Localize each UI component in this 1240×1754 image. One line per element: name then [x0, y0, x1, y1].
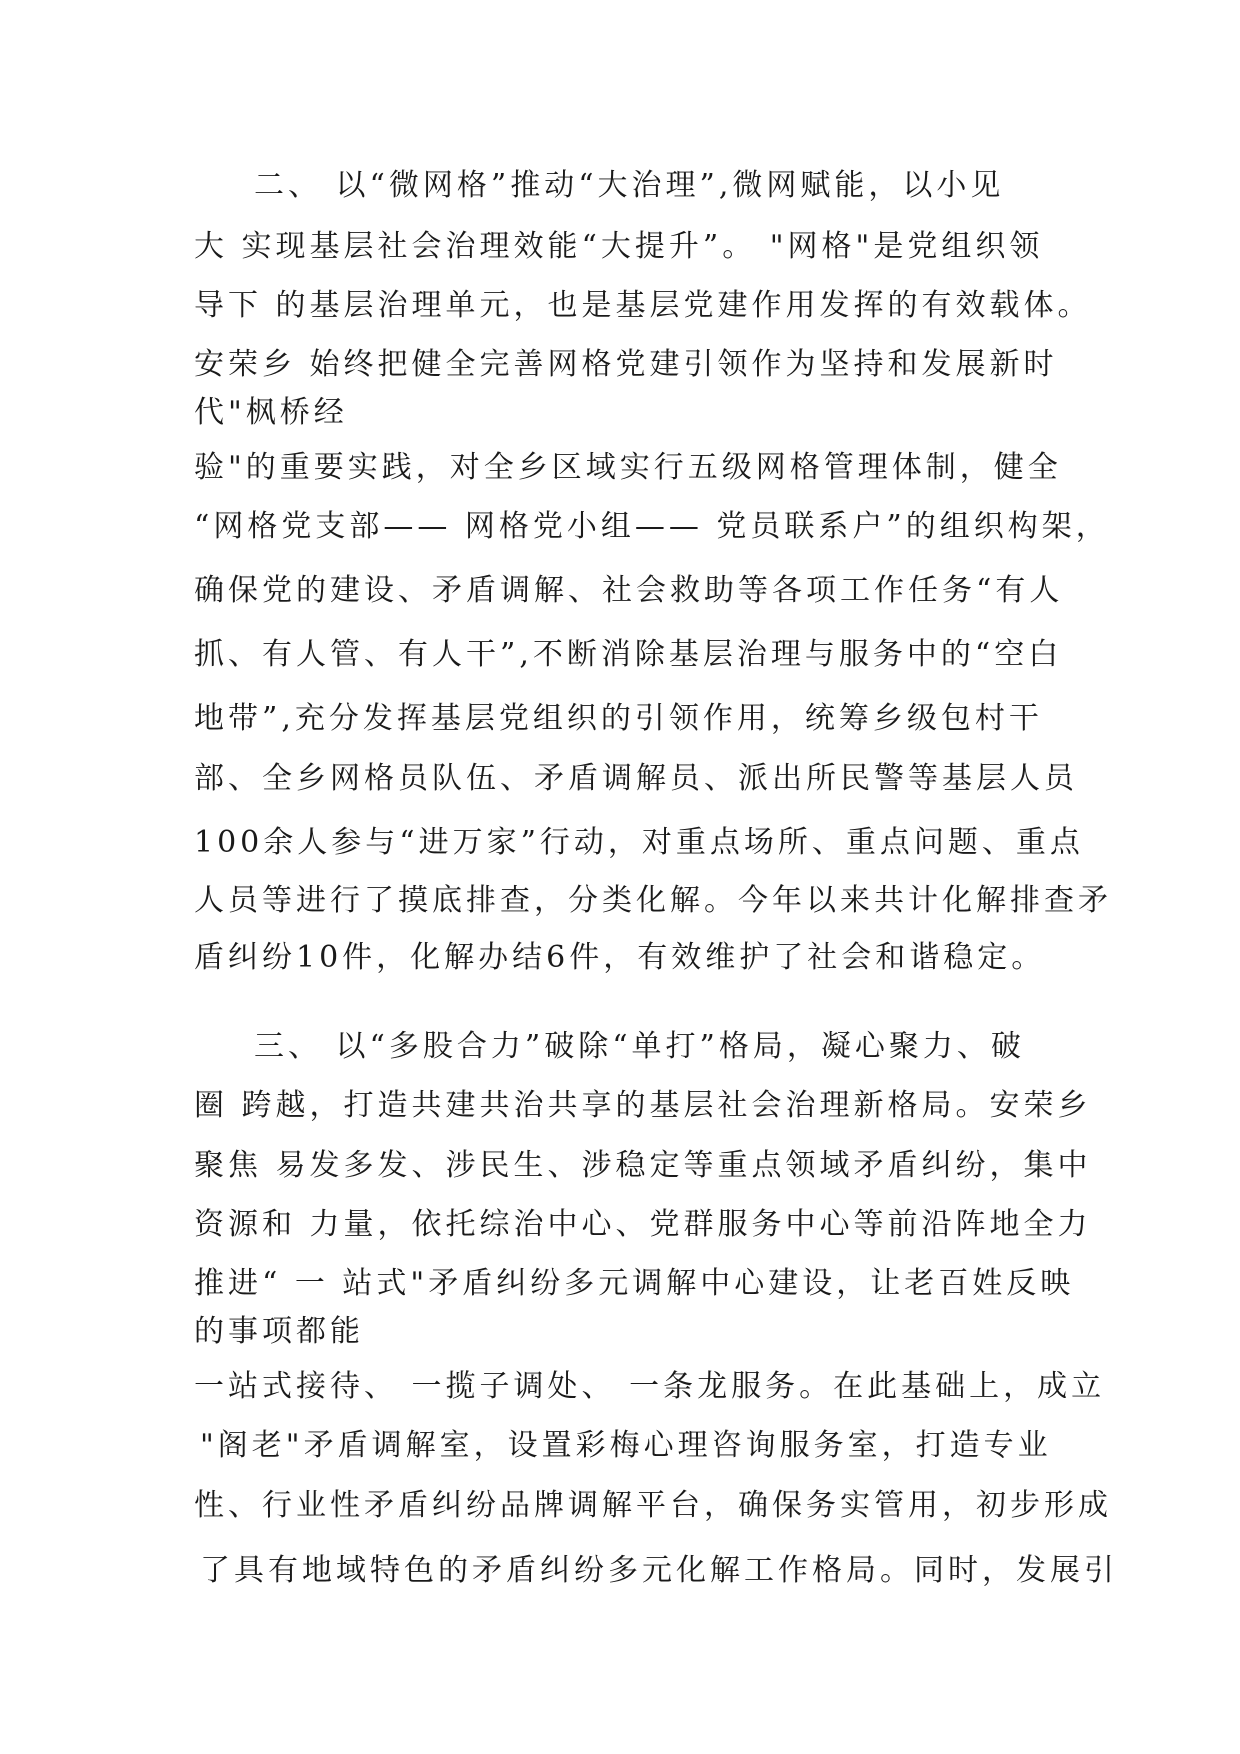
paragraph-line: 聚焦 易发多发、涉民生、涉稳定等重点领域矛盾纠纷，集中 [194, 1148, 1092, 1183]
paragraph-line: 100余人参与“进万家”行动，对重点场所、重点问题、重点 [194, 825, 1084, 860]
paragraph-line: 资源和 力量，依托综治中心、党群服务中心等前沿阵地全力 [194, 1207, 1092, 1242]
paragraph-line: 安荣乡 始终把健全完善网格党建引领作为坚持和发展新时 [194, 347, 1058, 382]
paragraph-line: 性、行业性矛盾纠纷品牌调解平台，确保务实管用，初步形成 [194, 1488, 1112, 1523]
paragraph-line: 验"的重要实践，对全乡区域实行五级网格管理体制，健全 [194, 450, 1062, 485]
paragraph-line: 代"枫桥经 [194, 395, 348, 430]
paragraph-line: "阁老"矛盾调解室，设置彩梅心理咨询服务室，打造专业 [200, 1428, 1052, 1463]
paragraph-line: 三、 以“多股合力”破除“单打”格局，凝心聚力、破 [254, 1029, 1025, 1064]
paragraph-line: 一站式接待、 一揽子调处、 一条龙服务。在此基础上，成立 [194, 1369, 1106, 1404]
paragraph-line: 抓、有人管、有人干”,不断消除基层治理与服务中的“空白 [194, 637, 1063, 672]
paragraph-line: 盾纠纷10件，化解办结6件，有效维护了社会和谐稳定。 [194, 940, 1046, 975]
paragraph-line: 人员等进行了摸底排查，分类化解。今年以来共计化解排查矛 [194, 883, 1112, 918]
paragraph-line: 二、 以“微网格”推动“大治理”,微网赋能，以小见 [254, 168, 1005, 203]
paragraph-line: “网格党支部—— 网格党小组—— 党员联系户”的组织构架， [194, 509, 1110, 544]
paragraph-line: 的事项都能 [194, 1314, 364, 1349]
paragraph-line: 地带”,充分发挥基层党组织的引领作用，统筹乡级包村干 [194, 701, 1043, 736]
paragraph-line: 圈 跨越，打造共建共治共享的基层社会治理新格局。安荣乡 [194, 1088, 1092, 1123]
paragraph-line: 确保党的建设、矛盾调解、社会救助等各项工作任务“有人 [194, 573, 1064, 608]
paragraph-line: 大 实现基层社会治理效能“大提升”。 "网格"是党组织领 [194, 229, 1044, 264]
paragraph-line: 了具有地域特色的矛盾纠纷多元化解工作格局。同时，发展引 [200, 1553, 1118, 1588]
paragraph-line: 导下 的基层治理单元，也是基层党建作用发挥的有效载体。 [194, 288, 1092, 323]
paragraph-line: 推进“ 一 站式"矛盾纠纷多元调解中心建设，让老百姓反映 [194, 1266, 1075, 1301]
paragraph-line: 部、全乡网格员队伍、矛盾调解员、派出所民警等基层人员 [194, 761, 1078, 796]
